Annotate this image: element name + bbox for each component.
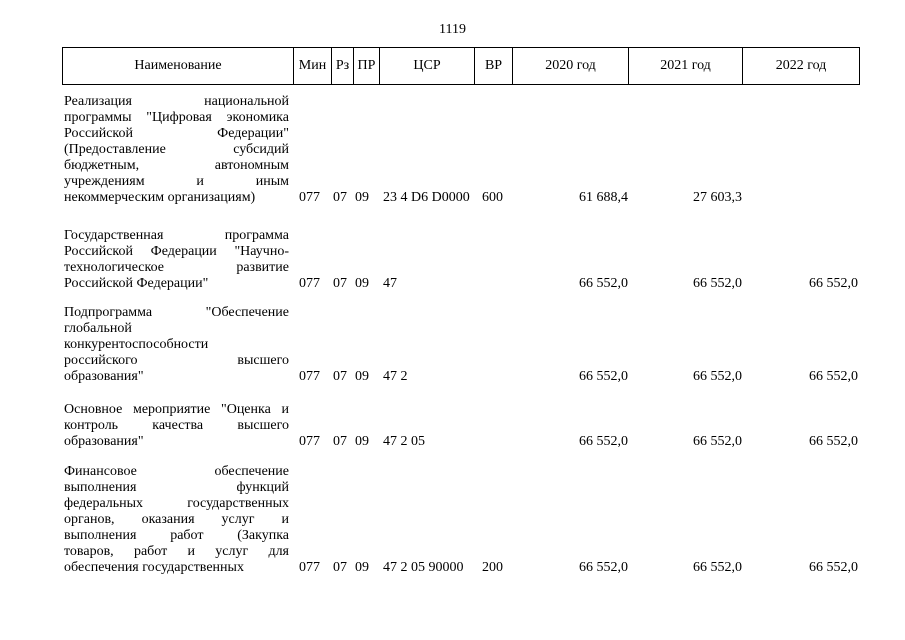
row-name-line: программы "Цифровая экономика xyxy=(64,110,289,125)
column-header-csr: ЦСР xyxy=(380,48,475,84)
cell-2020: 66 552,0 xyxy=(579,369,628,384)
cell-2020: 66 552,0 xyxy=(579,434,628,449)
cell-2021: 66 552,0 xyxy=(693,560,742,575)
row-name-line: конкурентоспособности xyxy=(64,337,209,352)
cell-2022: 66 552,0 xyxy=(809,369,858,384)
row-name xyxy=(64,305,289,385)
cell-min: 077 xyxy=(299,369,320,384)
cell-pr: 09 xyxy=(355,369,369,384)
cell-csr: 23 4 D6 D0000 xyxy=(383,190,470,205)
row-name-line: Государственная программа xyxy=(64,228,289,243)
row-name-line: товаров, работ и услуг для xyxy=(64,544,289,559)
column-header-name: Наименование xyxy=(63,48,294,84)
cell-2021: 66 552,0 xyxy=(693,276,742,291)
cell-rz: 07 xyxy=(333,190,347,205)
cell-vr: 600 xyxy=(482,190,503,205)
cell-pr: 09 xyxy=(355,276,369,291)
cell-min: 077 xyxy=(299,276,320,291)
row-name-line: контроль качества высшего xyxy=(64,418,289,433)
row-name-line: Подпрограмма "Обеспечение xyxy=(64,305,289,320)
row-name-line: обеспечения государственных xyxy=(64,560,244,575)
row-name-line: бюджетным, автономным xyxy=(64,158,289,173)
row-name-line: некоммерческим организациям) xyxy=(64,190,256,205)
row-name-line: Реализация национальной xyxy=(64,94,289,109)
cell-2022: 66 552,0 xyxy=(809,560,858,575)
row-name-line: Российской Федерации "Научно- xyxy=(64,244,289,259)
cell-pr: 09 xyxy=(355,560,369,575)
cell-2020: 61 688,4 xyxy=(579,190,628,205)
row-name xyxy=(64,464,289,576)
row-name-line: выполнения функций xyxy=(64,480,289,495)
row-name xyxy=(64,402,289,450)
row-name xyxy=(64,228,289,292)
column-header-rz: Рз xyxy=(332,48,354,84)
column-header-2021: 2021 год xyxy=(629,48,743,84)
cell-2021: 66 552,0 xyxy=(693,434,742,449)
cell-2021: 66 552,0 xyxy=(693,369,742,384)
row-name-line: органов, оказания услуг и xyxy=(64,512,289,527)
cell-rz: 07 xyxy=(333,276,347,291)
row-name-line: Финансовое обеспечение xyxy=(64,464,289,479)
row-name-line: российского высшего xyxy=(64,353,289,368)
cell-pr: 09 xyxy=(355,190,369,205)
column-header-min: Мин xyxy=(294,48,332,84)
row-name-line: образования" xyxy=(64,369,144,384)
row-name-line: (Предоставление субсидий xyxy=(64,142,289,157)
cell-rz: 07 xyxy=(333,434,347,449)
row-name-line: Российской Федерации" xyxy=(64,126,289,141)
row-name-line: учреждениям и иным xyxy=(64,174,289,189)
cell-2022: 66 552,0 xyxy=(809,276,858,291)
table-header xyxy=(62,47,860,85)
row-name-line: технологическое развитие xyxy=(64,260,289,275)
cell-pr: 09 xyxy=(355,434,369,449)
row-name-line: Основное мероприятие "Оценка и xyxy=(64,402,289,417)
cell-2022: 66 552,0 xyxy=(809,434,858,449)
row-name-line: федеральных государственных xyxy=(64,496,289,511)
cell-rz: 07 xyxy=(333,560,347,575)
cell-2020: 66 552,0 xyxy=(579,276,628,291)
cell-2021: 27 603,3 xyxy=(693,190,742,205)
cell-2020: 66 552,0 xyxy=(579,560,628,575)
cell-csr: 47 xyxy=(383,276,397,291)
row-name-line: Российской Федерации" xyxy=(64,276,209,291)
row-name-line: образования" xyxy=(64,434,144,449)
cell-csr: 47 2 05 90000 xyxy=(383,560,464,575)
column-header-2020: 2020 год xyxy=(513,48,629,84)
page-number: 1119 xyxy=(439,22,466,37)
row-name-line: глобальной xyxy=(64,321,132,336)
cell-min: 077 xyxy=(299,190,320,205)
cell-csr: 47 2 xyxy=(383,369,408,384)
cell-min: 077 xyxy=(299,560,320,575)
row-name-line: выполнения работ (Закупка xyxy=(64,528,289,543)
cell-min: 077 xyxy=(299,434,320,449)
column-header-2022: 2022 год xyxy=(775,58,827,73)
cell-rz: 07 xyxy=(333,369,347,384)
column-header-vr: ВР xyxy=(475,48,513,84)
row-name xyxy=(64,94,289,206)
column-header-pr: ПР xyxy=(354,48,380,84)
cell-vr: 200 xyxy=(482,560,503,575)
cell-csr: 47 2 05 xyxy=(383,434,425,449)
